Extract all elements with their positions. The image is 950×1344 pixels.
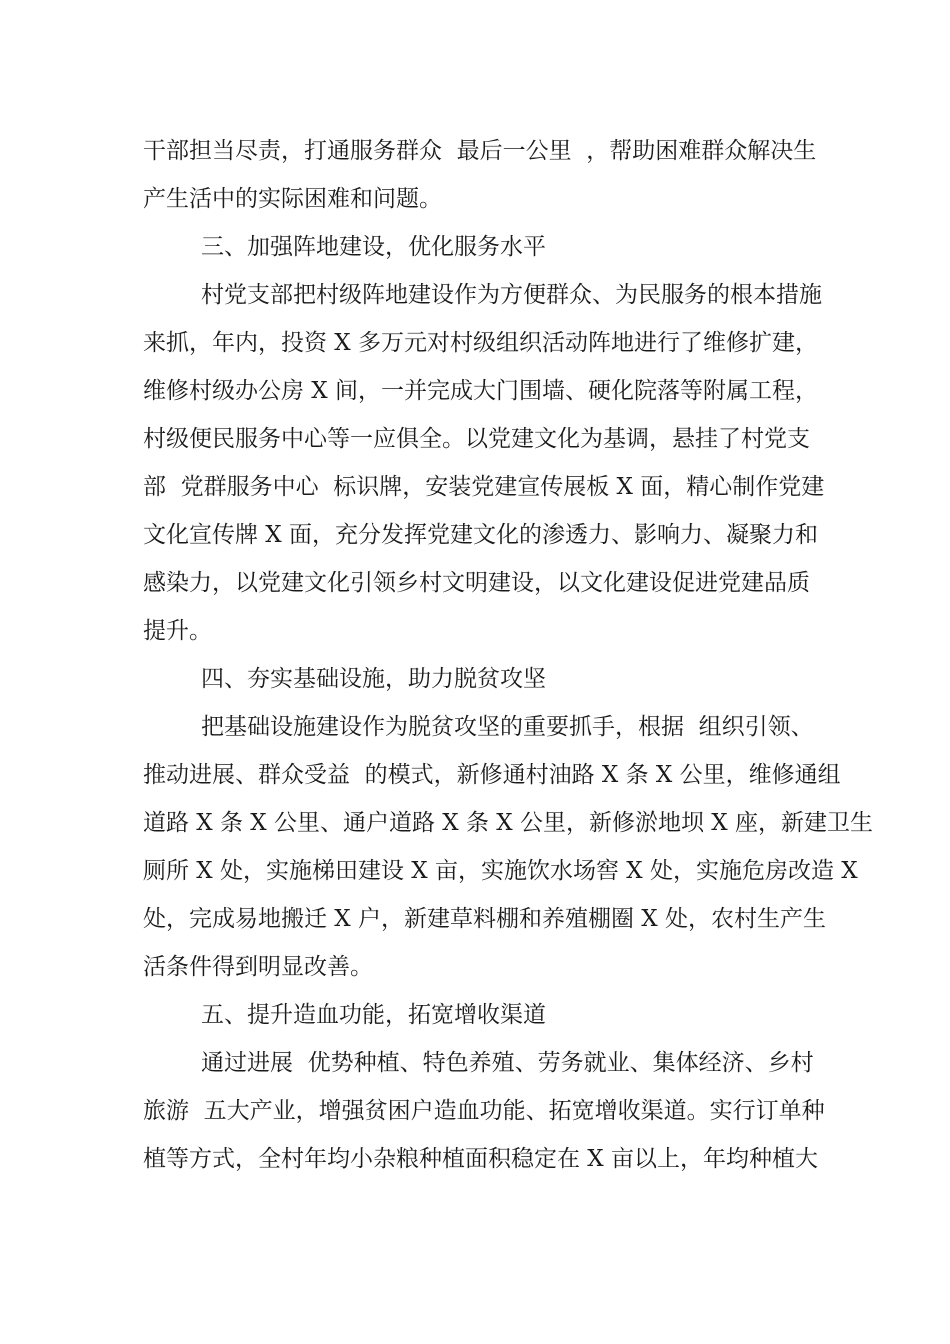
paragraph-line: 道路 X 条 X 公里、通户道路 X 条 X 公里，新修淤地坝 X 座，新建卫生: [143, 810, 873, 836]
paragraph-line: 旅游 五大产业，增强贫困户造血功能、拓宽增收渠道。实行订单种: [143, 1098, 825, 1124]
paragraph-line: 感染力，以党建文化引领乡村文明建设，以文化建设促进党建品质: [143, 570, 810, 596]
paragraph-line: 村级便民服务中心等一应俱全。以党建文化为基调，悬挂了村党支: [143, 426, 810, 452]
section-heading-4: 四、夯实基础设施，助力脱贫攻坚: [201, 666, 546, 692]
paragraph-line: 厕所 X 处，实施梯田建设 X 亩，实施饮水场窖 X 处，实施危房改造 X: [143, 858, 858, 884]
paragraph-line: 通过进展 优势种植、特色养殖、劳务就业、集体经济、乡村: [201, 1050, 814, 1076]
paragraph-line: 文化宣传牌 X 面，充分发挥党建文化的渗透力、影响力、凝聚力和: [143, 522, 818, 548]
paragraph-line: 部 党群服务中心 标识牌，安装党建宣传展板 X 面，精心制作党建: [143, 474, 825, 500]
paragraph-line: 推动进展、群众受益 的模式，新修通村油路 X 条 X 公里，维修通组: [143, 762, 841, 788]
paragraph-line: 维修村级办公房 X 间，一并完成大门围墙、硬化院落等附属工程，: [143, 378, 818, 404]
paragraph-line: 干部担当尽责，打通服务群众 最后一公里 ，帮助困难群众解决生: [143, 138, 817, 164]
paragraph-line: 把基础设施建设作为脱贫攻坚的重要抓手，根据 组织引领、: [201, 714, 814, 740]
document-body: [143, 127, 873, 1183]
paragraph-line: 提升。: [143, 618, 212, 644]
paragraph-line: 村党支部把村级阵地建设作为方便群众、为民服务的根本措施: [201, 282, 822, 308]
section-heading-3: 三、加强阵地建设，优化服务水平: [201, 234, 546, 260]
paragraph-line: 活条件得到明显改善。: [143, 954, 373, 980]
section-heading-5: 五、提升造血功能，拓宽增收渠道: [201, 1002, 546, 1028]
paragraph-line: 来抓，年内，投资 X 多万元对村级组织活动阵地进行了维修扩建，: [143, 330, 818, 356]
paragraph-line: 处，完成易地搬迁 X 户，新建草料棚和养殖棚圈 X 处，农村生产生: [143, 906, 826, 932]
paragraph-line: 产生活中的实际困难和问题。: [143, 186, 442, 212]
paragraph-line: 植等方式，全村年均小杂粮种植面积稳定在 X 亩以上，年均种植大: [143, 1146, 818, 1172]
